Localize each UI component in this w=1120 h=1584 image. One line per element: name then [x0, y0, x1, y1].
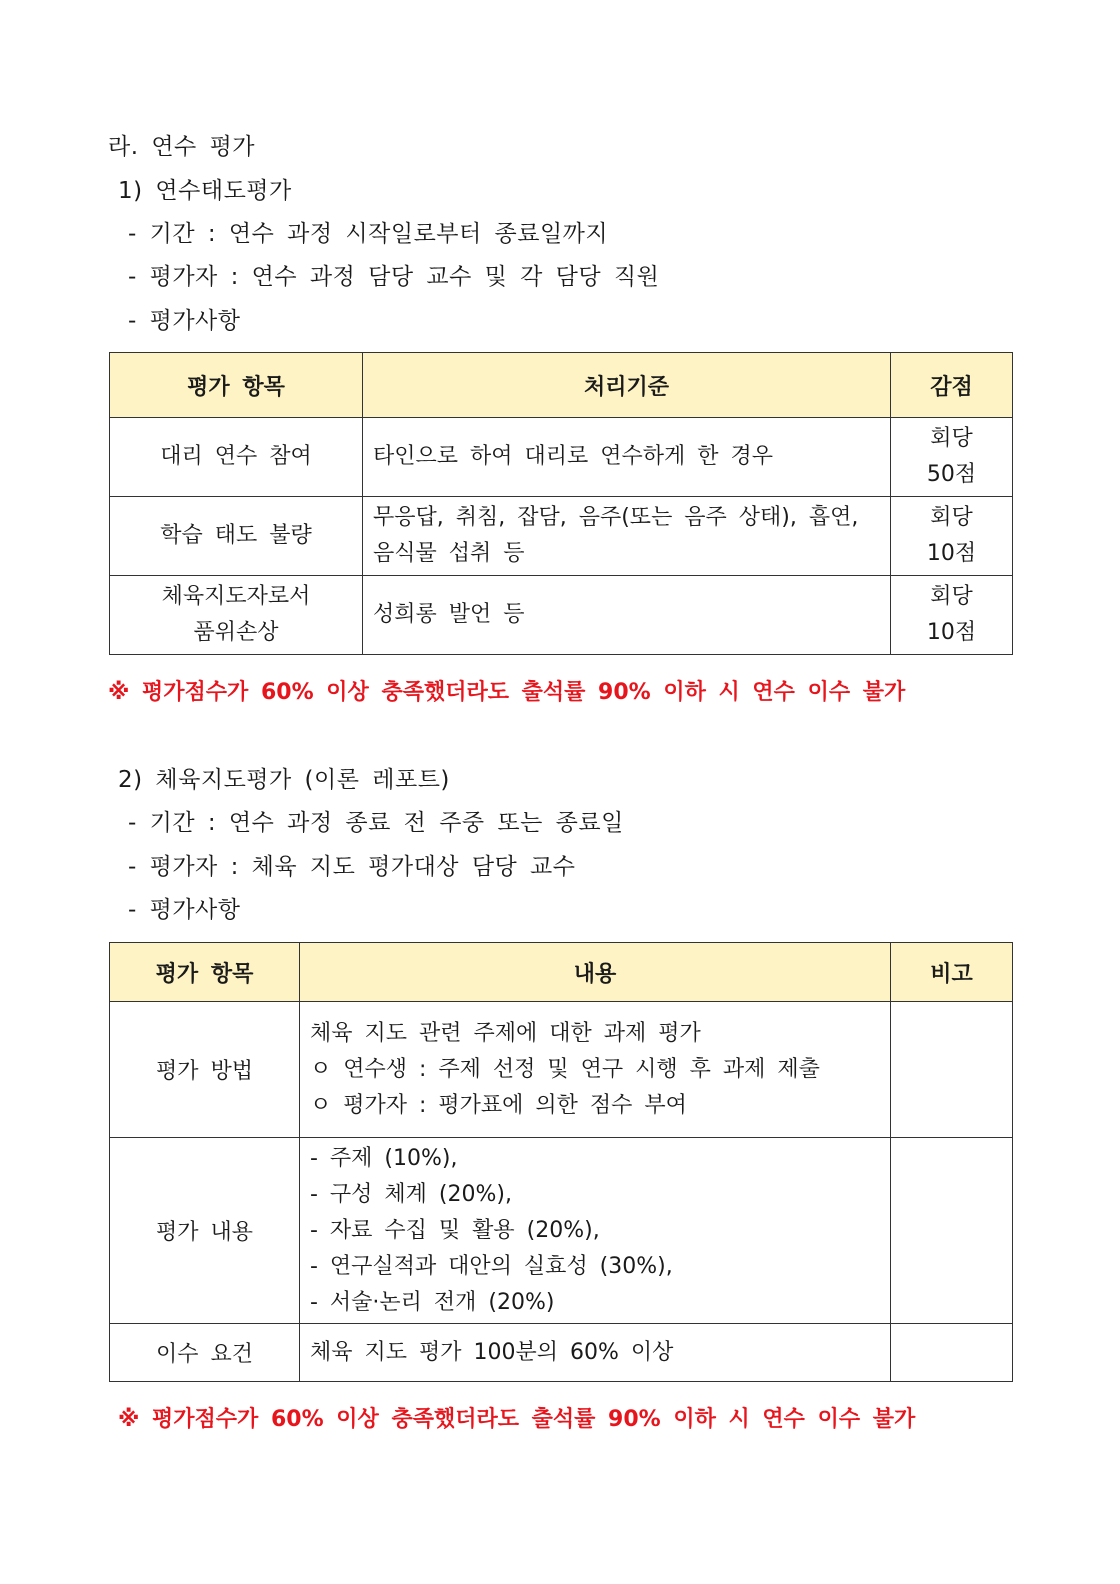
row-criteria	[363, 418, 891, 497]
row-content-line: 체육 지도 평가 100분의 60% 이상	[310, 1339, 674, 1365]
table-row	[110, 1138, 1013, 1324]
row-content-line: ㅇ 연수생 : 주제 선정 및 연구 시행 후 과제 제출	[310, 1056, 820, 1082]
row-criteria-line: 음식물 섭취 등	[373, 541, 525, 566]
table-header-row	[110, 943, 1013, 1002]
row-item	[110, 418, 363, 497]
row-content-line: - 연구실적과 대안의 실효성 (30%),	[310, 1253, 673, 1279]
row-item: 평가 내용	[110, 1138, 300, 1324]
row-note	[891, 1324, 1013, 1382]
part1-title: 1) 연수태도평가	[118, 178, 292, 204]
section-title: 라. 연수 평가	[108, 134, 256, 160]
row-deduction-line: 회당	[930, 505, 973, 530]
part2-period: - 기간 : 연수 과정 종료 전 주중 또는 종료일	[128, 810, 624, 836]
row-deduction-line: 회당	[930, 426, 973, 451]
row-item-line: 학습 태도 불량	[160, 523, 312, 548]
row-deduction-line: 10점	[926, 620, 977, 645]
row-deduction-line: 50점	[926, 462, 977, 487]
row-item: 이수 요건	[110, 1324, 300, 1382]
header-content: 내용	[300, 943, 891, 1002]
header-item: 평가 항목	[110, 353, 363, 418]
row-content-line: - 주제 (10%),	[310, 1145, 458, 1171]
table-row	[110, 1002, 1013, 1138]
table-row	[110, 1324, 1013, 1382]
row-item	[110, 576, 363, 655]
row-deduction-line: 10점	[926, 541, 977, 566]
part2-title: 2) 체육지도평가 (이론 레포트)	[118, 767, 450, 793]
row-criteria-line: 무응답, 취침, 잡담, 음주(또는 음주 상태), 흡연,	[373, 505, 859, 530]
attitude-evaluation-table	[109, 352, 1013, 655]
row-content-line: - 자료 수집 및 활용 (20%),	[310, 1217, 600, 1243]
row-criteria-line: 타인으로 하여 대리로 연수하게 한 경우	[373, 444, 773, 469]
table-header-row	[110, 353, 1013, 418]
row-criteria	[363, 497, 891, 576]
row-content-line: - 서술·논리 전개 (20%)	[310, 1289, 555, 1315]
row-criteria-line: 성희롱 발언 등	[373, 602, 525, 627]
row-item-line: 체육지도자로서	[161, 584, 311, 609]
row-content	[300, 1138, 891, 1324]
attendance-notice: ※ 평가점수가 60% 이상 충족했더라도 출석률 90% 이하 시 연수 이수 불가	[108, 680, 906, 705]
part1-items-label: - 평가사항	[128, 308, 241, 334]
row-content-line: ㅇ 평가자 : 평가표에 의한 점수 부여	[310, 1092, 687, 1118]
row-note	[891, 1002, 1013, 1138]
table-row	[110, 497, 1013, 576]
row-item-line: 대리 연수 참여	[160, 444, 312, 469]
part1-period: - 기간 : 연수 과정 시작일로부터 종료일까지	[128, 221, 609, 247]
coaching-evaluation-table	[109, 942, 1013, 1382]
table-row	[110, 576, 1013, 655]
attendance-notice: ※ 평가점수가 60% 이상 충족했더라도 출석률 90% 이하 시 연수 이수 불가	[118, 1407, 916, 1432]
header-criteria: 처리기준	[363, 353, 891, 418]
row-item	[110, 497, 363, 576]
row-deduction	[891, 576, 1013, 655]
row-content	[300, 1324, 891, 1382]
row-item: 평가 방법	[110, 1002, 300, 1138]
part2-evaluator: - 평가자 : 체육 지도 평가대상 담당 교수	[128, 854, 576, 880]
row-deduction-line: 회당	[930, 584, 973, 609]
row-content	[300, 1002, 891, 1138]
row-note	[891, 1138, 1013, 1324]
part1-evaluator: - 평가자 : 연수 과정 담당 교수 및 각 담당 직원	[128, 264, 660, 290]
table-row	[110, 418, 1013, 497]
header-deduction: 감점	[891, 353, 1013, 418]
row-content-line: 체육 지도 관련 주제에 대한 과제 평가	[310, 1020, 701, 1046]
header-item: 평가 항목	[110, 943, 300, 1002]
part2-items-label: - 평가사항	[128, 897, 241, 923]
row-deduction	[891, 418, 1013, 497]
row-content-line: - 구성 체계 (20%),	[310, 1181, 512, 1207]
header-note: 비고	[891, 943, 1013, 1002]
row-criteria	[363, 576, 891, 655]
row-deduction	[891, 497, 1013, 576]
row-item-line: 품위손상	[193, 620, 279, 645]
